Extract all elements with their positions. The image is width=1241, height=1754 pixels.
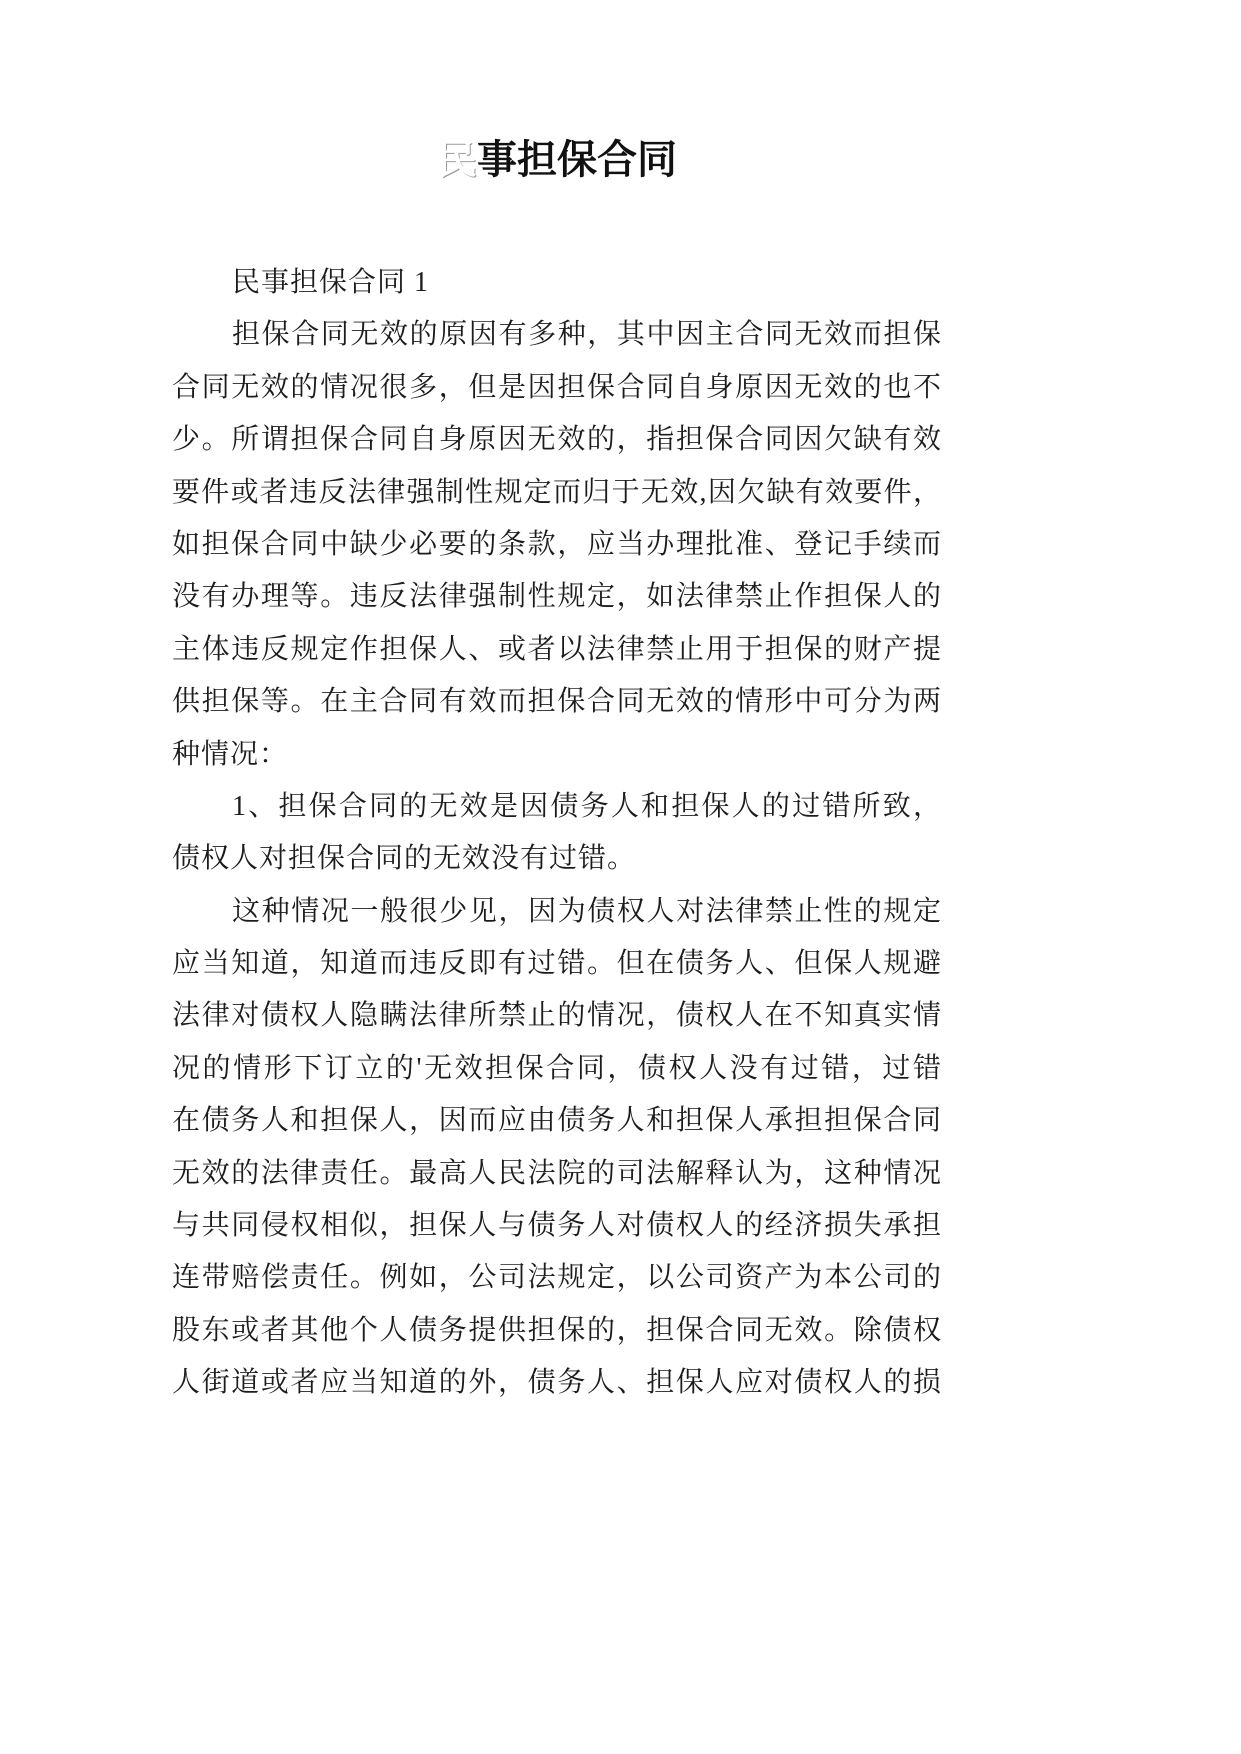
paragraph (172, 886, 942, 1410)
paragraph-line: 主体违反规定作担保人、或者以法律禁止用于担保的财产提 (172, 633, 942, 665)
paragraph-line: 合同无效的情况很多，但是因担保合同自身原因无效的也不 (172, 371, 942, 403)
paragraph-line: 少。所谓担保合同自身原因无效的，指担保合同因欠缺有效 (172, 424, 942, 456)
paragraph-line: 没有办理等。违反法律强制性规定，如法律禁止作担保人的 (172, 581, 942, 613)
paragraph-line: 供担保等。在主合同有效而担保合同无效的情形中可分为两 (172, 686, 942, 718)
document-title: 民事担保合同 (437, 137, 677, 183)
paragraph-line: 在债务人和担保人，因而应由债务人和担保人承担担保合同 (172, 1105, 942, 1137)
paragraph-line: 担保合同无效的原因有多种，其中因主合同无效而担保 (232, 319, 942, 351)
paragraph-line: 股东或者其他个人债务提供担保的，担保合同无效。除债权 (172, 1314, 942, 1346)
document-body (172, 257, 942, 1410)
paragraph-line: 与共同侵权相似，担保人与债务人对债权人的经济损失承担 (172, 1210, 942, 1242)
paragraph-line: 1、担保合同的无效是因债务人和担保人的过错所致， (232, 790, 942, 822)
paragraph-line: 况的情形下订立的'无效担保合同，债权人没有过错，过错 (172, 1052, 942, 1084)
paragraph-line: 连带赔偿责任。例如，公司法规定，以公司资产为本公司的 (172, 1262, 942, 1294)
paragraph-line: 无效的法律责任。最高人民法院的司法解释认为，这种情况 (172, 1157, 942, 1189)
section-heading: 民事担保合同 1 (232, 267, 430, 298)
paragraph (172, 781, 942, 886)
paragraph-line: 种情况： (172, 738, 289, 770)
paragraph-line: 如担保合同中缺少必要的条款，应当办理批准、登记手续而 (172, 528, 942, 560)
paragraph-line: 人街道或者应当知道的外，债务人、担保人应对债权人的损 (172, 1367, 942, 1399)
paragraph-line: 这种情况一般很少见，因为债权人对法律禁止性的规定 (232, 895, 942, 927)
paragraph-line: 应当知道，知道而违反即有过错。但在债务人、但保人规避 (172, 948, 942, 980)
paragraph-line: 债权人对担保合同的无效没有过错。 (172, 843, 637, 875)
paragraph-line: 要件或者违反法律强制性规定而归于无效,因欠缺有效要件， (172, 476, 942, 508)
paragraph-line: 法律对债权人隐瞒法律所禁止的情况，债权人在不知真实情 (172, 1000, 942, 1032)
paragraph (172, 309, 942, 781)
